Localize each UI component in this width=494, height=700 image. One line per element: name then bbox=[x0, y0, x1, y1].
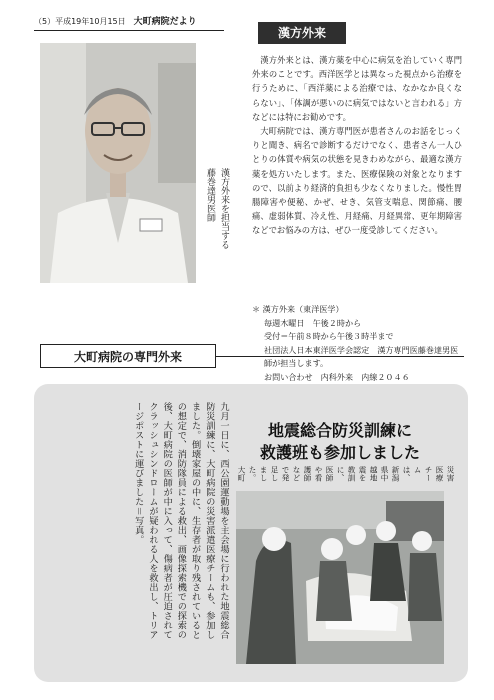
disaster-left-paragraph: 九月一日に、西公園運動場を主会場に行われた地震総合防災訓練に、大町病院の災害派遣医療チームも、参加しました。倒壊家屋の中に、生存者が取り残されているとの想定で、消防隊員による救出、画像探索機での探索の後、大町病院の医師が中に入って、傷病者が圧迫されてクラッシュシンドロームが疑われる人を救出し、トリアージポストに運びました＝写真。 bbox=[132, 402, 229, 640]
drill-photo bbox=[236, 491, 444, 664]
headline-line-2: 救護班も参加しました bbox=[259, 443, 420, 462]
photo-caption-role: 漢方外来を担当する bbox=[219, 168, 229, 249]
info-reception: 受付＝午前８時から午後３時半まで bbox=[264, 331, 394, 342]
newsletter-title: 大町病院だより bbox=[133, 17, 197, 27]
kampo-paragraph: 漢方外来とは、漢方薬を中心に病気を治していく専門外来のことです。西洋医学とは異なった視点から治療を行うために、「西洋薬による治療では、なかなか良くならない」、「体調が悪いのに病気ではないと言われる」方などには特にお勧めです。 bbox=[252, 55, 462, 122]
rescue-drill-image bbox=[236, 491, 444, 664]
info-schedule: 毎週木曜日 午後２時から bbox=[264, 317, 362, 328]
kampo-section-title: 漢方外来 bbox=[258, 22, 346, 44]
page-header bbox=[34, 14, 224, 31]
kampo-paragraph: 大町病院では、漢方専門医が患者さんのお話をじっくりと聞き、病名で診断するだけでなく、患者さん一人ひとりの体質や病気の状態を見きわめながら、最適な漢方薬を処方いたします。また、医療保険の対象となりますので、以前より経済的負担も少なくなりました。慢性胃腸障害や便秘、かぜ、せき、気管支喘息、関節痛、腰痛、虚弱体質、冷え性、月経痛、月経異常、更年期障害などでお悩みの方は、ぜひ一度受診してください。 bbox=[252, 126, 462, 236]
photo-caption-name: 藤巻達男医師 bbox=[205, 168, 215, 222]
info-heading: ＊ 漢方外来（東洋医学） bbox=[252, 304, 344, 314]
kampo-body bbox=[252, 53, 462, 238]
disaster-right-col bbox=[236, 466, 456, 486]
page-info: （5）平成19年10月15日 bbox=[34, 17, 126, 26]
headline-line-1: 地震総合防災訓練に bbox=[267, 421, 412, 440]
disaster-right-paragraph: 災害医療チームは、新潟県中越地震を教訓に、医師や看護師などで発足しました。大町 bbox=[237, 466, 455, 482]
divider-line bbox=[216, 356, 464, 357]
doctor-photo bbox=[40, 43, 196, 283]
specialty-banner: 大町病院の専門外来 bbox=[40, 344, 216, 368]
kampo-info bbox=[252, 303, 464, 385]
disaster-left-text bbox=[40, 402, 230, 640]
info-doctor-note: 社団法人日本東洋医学会認定 漢方専門医藤巻達男医師が担当します。 bbox=[264, 344, 459, 369]
info-contact: お問い合わせ 内科外来 内線２０４６ bbox=[264, 371, 410, 382]
doctor-portrait-image bbox=[40, 43, 196, 283]
